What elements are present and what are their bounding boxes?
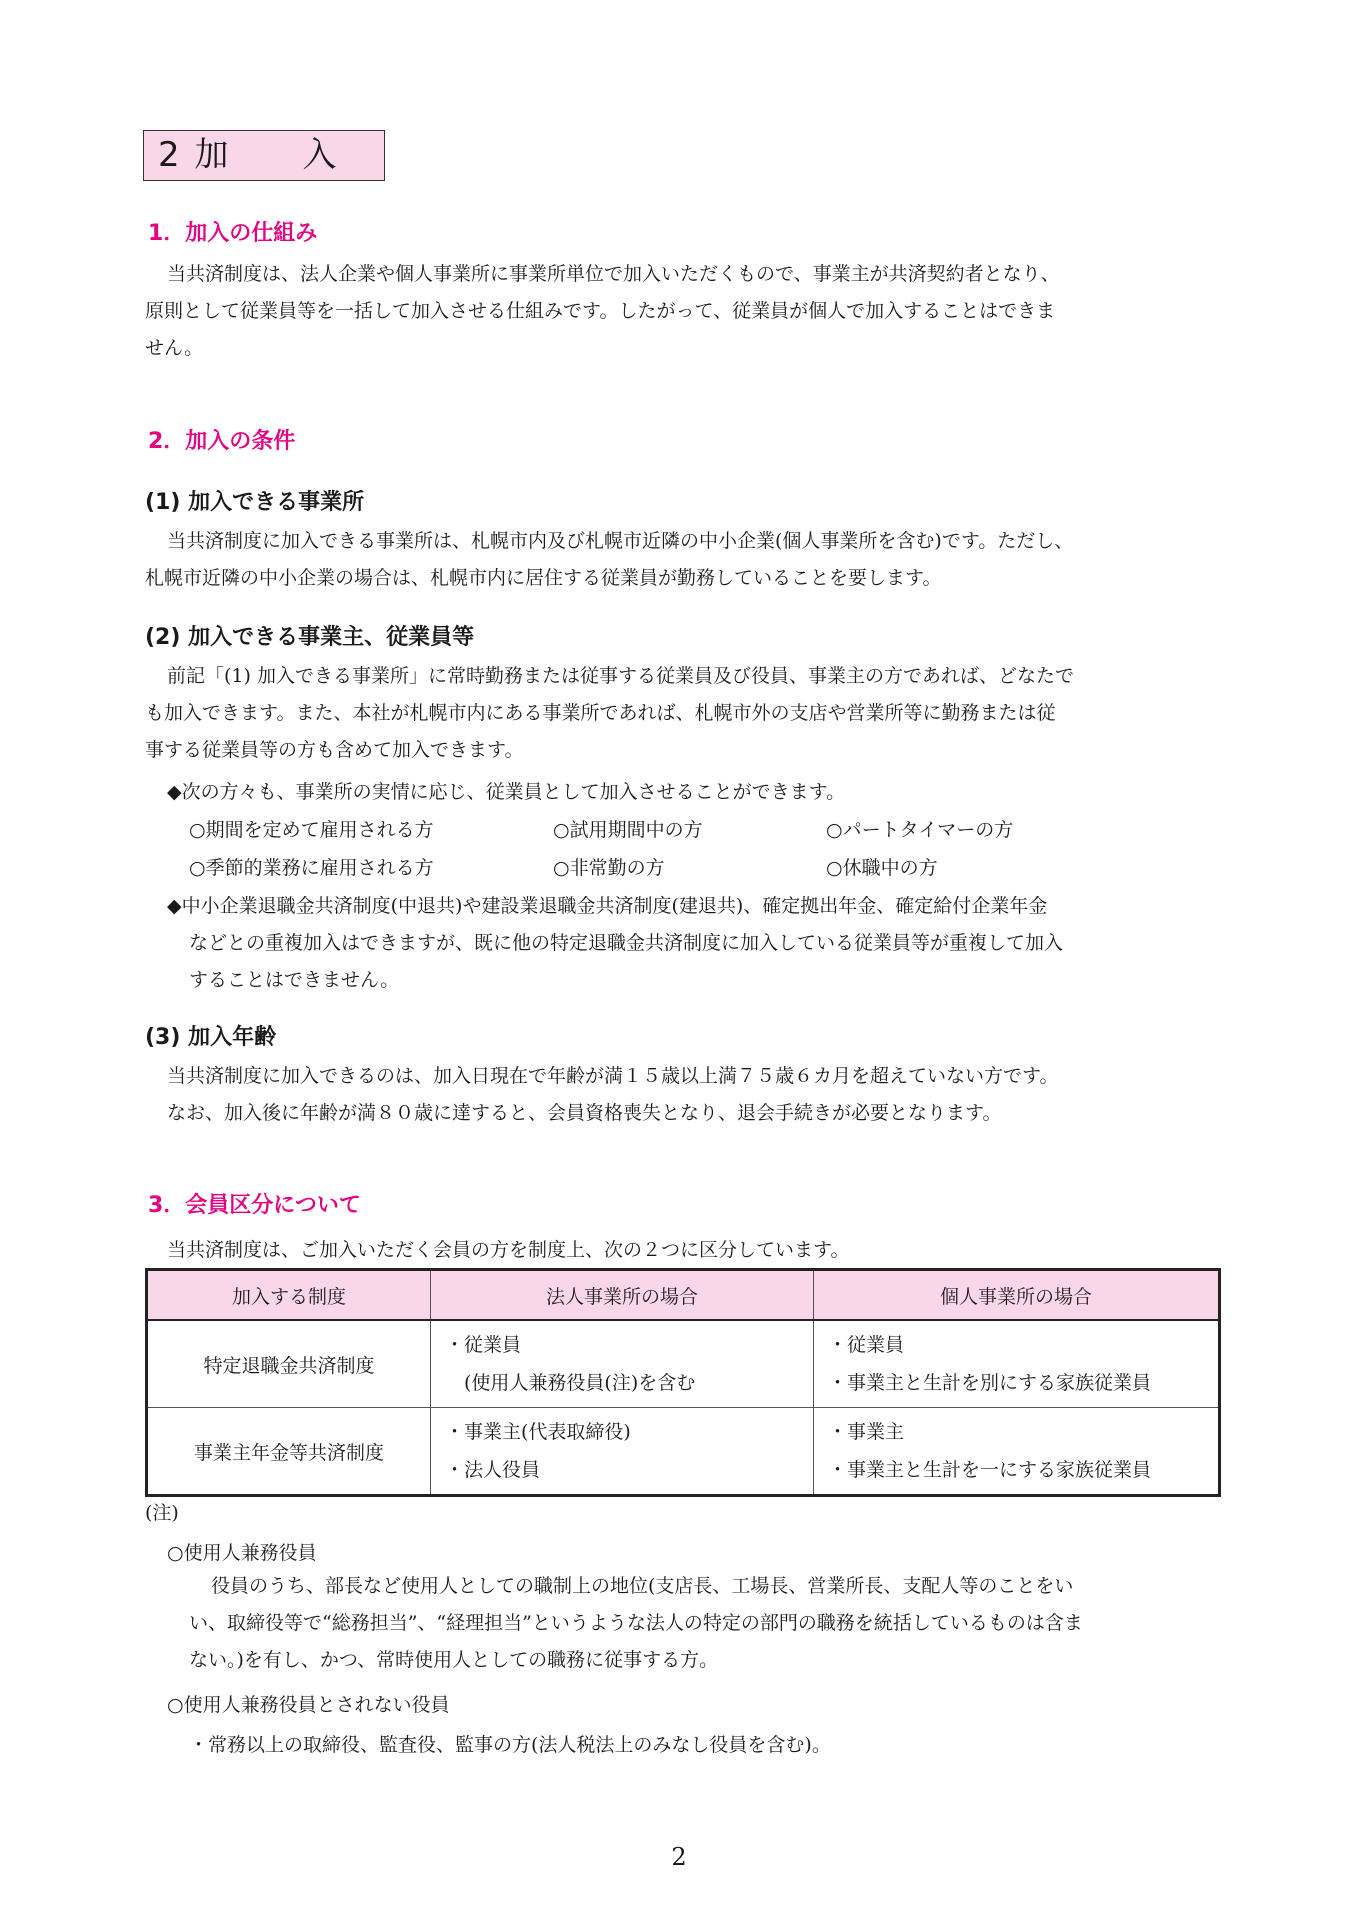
text-line: 当共済制度に加入できるのは、加入日現在で年齢が満１５歳以上満７５歳６カ月を超えていない方です。 (167, 1065, 1059, 1087)
section-3-intro: 当共済制度は、ご加入いただく会員の方を制度上、次の２つに区分しています。 (167, 1239, 850, 1261)
text-line: 前記「(1) 加入できる事業所」に常時勤務または従事する従業員及び役員、事業主の方であれば、どなたで (167, 665, 1074, 687)
subsection-3-heading: (3) 加入年齢 (145, 1025, 277, 1050)
text-line: などとの重複加入はできますが、既に他の特定退職金共済制度に加入している従業員等が重複して加入 (189, 932, 1064, 954)
list-item: ○試用期間中の方 (553, 819, 703, 841)
cell-line: ・事業主 (828, 1421, 905, 1443)
section-3-heading: 3．会員区分について (148, 1193, 361, 1218)
list-item: ○季節的業務に雇用される方 (189, 857, 434, 879)
cell-line: (使用人兼務役員(注)を含む (445, 1372, 696, 1394)
subsection-2-heading: (2) 加入できる事業主、従業員等 (145, 625, 475, 650)
cell-line: ・従業員 (828, 1334, 905, 1356)
individual-cell (814, 1320, 1220, 1408)
note-2 (167, 888, 1247, 999)
cell-line: ・法人役員 (445, 1459, 541, 1481)
text-line: 札幌市近隣の中小企業の場合は、札幌市内に居住する従業員が勤務していることを要します。 (145, 567, 942, 589)
list-item: ○非常勤の方 (553, 857, 665, 879)
text-line: 役員のうち、部長など使用人としての職制上の地位(支店長、工場長、営業所長、支配人等のことをい (211, 1575, 1074, 1597)
list-item: ○休職中の方 (826, 857, 938, 879)
system-cell: 事業主年金等共済制度 (147, 1408, 431, 1496)
note-label: (注) (145, 1502, 179, 1524)
note-b-body: ・常務以上の取締役、監査役、監事の方(法人税法上のみなし役員を含む)。 (189, 1734, 831, 1756)
column-header: 法人事業所の場合 (431, 1270, 814, 1321)
text-line: 当共済制度に加入できる事業所は、札幌市内及び札幌市近隣の中小企業(個人事業所を含む)です。ただし、 (167, 530, 1074, 552)
cell-line: ・従業員 (445, 1334, 522, 1356)
subsection-3-body (167, 1058, 1247, 1132)
note-b-title: ○使用人兼務役員とされない役員 (167, 1694, 450, 1716)
subsection-1-heading: (1) 加入できる事業所 (145, 490, 365, 515)
text-line: 事する従業員等の方も含めて加入できます。 (145, 739, 524, 761)
text-line: ◆中小企業退職金共済制度(中退共)や建設業退職金共済制度(建退共)、確定拠出年金、確定給付企業年金 (167, 895, 1048, 917)
text-line: 当共済制度は、法人企業や個人事業所に事業所単位で加入いただくもので、事業主が共済契約者となり、 (167, 263, 1060, 285)
text-line: 原則として従業員等を一括して加入させる仕組みです。したがって、従業員が個人で加入することはできま (145, 300, 1056, 322)
cell-line: ・事業主と生計を一にする家族従業員 (828, 1459, 1152, 1481)
note-a-title: ○使用人兼務役員 (167, 1542, 317, 1564)
table-header-row (147, 1270, 1220, 1321)
section-2-heading: 2．加入の条件 (148, 429, 296, 454)
text-line: なお、加入後に年齢が満８０歳に達すると、会員資格喪失となり、退会手続きが必要となります。 (167, 1102, 1002, 1124)
system-cell: 特定退職金共済制度 (147, 1320, 431, 1408)
column-header: 個人事業所の場合 (814, 1270, 1220, 1321)
subsection-2-body (145, 658, 1225, 769)
section-1-heading: 1．加入の仕組み (148, 221, 318, 246)
subsection-1-body (145, 523, 1225, 597)
section-1-body (145, 256, 1225, 367)
page-number: 2 (671, 1843, 687, 1871)
corporate-cell (431, 1320, 814, 1408)
note-1: ◆次の方々も、事業所の実情に応じ、従業員として加入させることができます。 (167, 781, 846, 803)
text-line: い、取締役等で“総務担当”、“経理担当”というような法人の特定の部門の職務を統括しているものは含ま (189, 1612, 1083, 1634)
text-line: ない。)を有し、かつ、常時使用人としての職務に従事する方。 (189, 1649, 719, 1671)
note-a-body (189, 1568, 1269, 1679)
list-item: ○パートタイマーの方 (826, 819, 1014, 841)
individual-cell (814, 1408, 1220, 1496)
member-classification-table (145, 1268, 1221, 1497)
corporate-cell (431, 1408, 814, 1496)
text-line: せん。 (145, 337, 204, 359)
chapter-title: 2 加 入 (143, 130, 385, 181)
list-item: ○期間を定めて雇用される方 (189, 819, 434, 841)
table-row (147, 1320, 1220, 1408)
column-header: 加入する制度 (147, 1270, 431, 1321)
cell-line: ・事業主(代表取締役) (445, 1421, 631, 1443)
table-row (147, 1408, 1220, 1496)
cell-line: ・事業主と生計を別にする家族従業員 (828, 1372, 1152, 1394)
text-line: も加入できます。また、本社が札幌市内にある事業所であれば、札幌市外の支店や営業所等に勤務または従 (145, 702, 1056, 724)
text-line: することはできません。 (189, 969, 400, 991)
